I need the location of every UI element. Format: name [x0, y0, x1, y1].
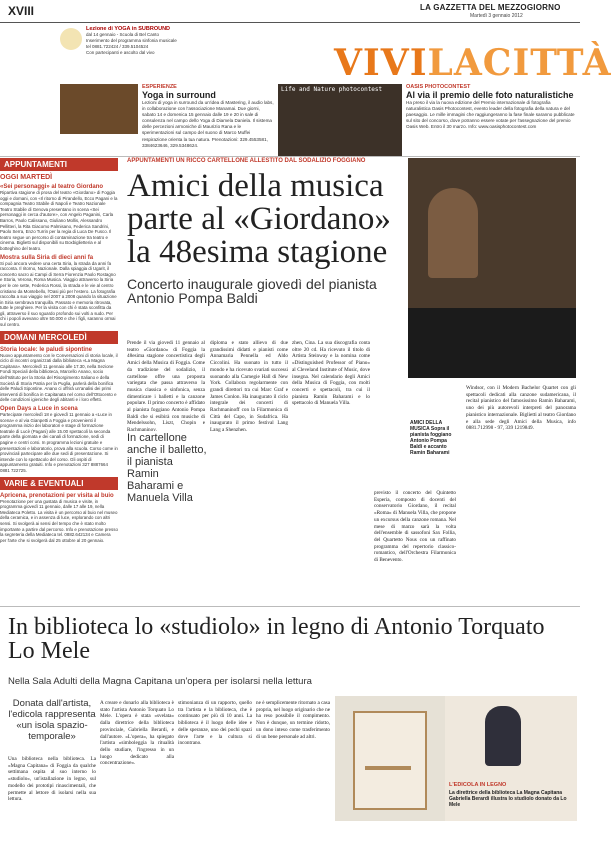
oasis-photo [278, 84, 402, 156]
event-title: Storia locale: le paludi sipontine [0, 346, 93, 353]
ad-logo [60, 28, 82, 50]
advertisement [60, 26, 320, 80]
director-photo [445, 696, 577, 821]
caption-title: L'EDICOLA IN LEGNO [449, 782, 507, 788]
section-title [334, 42, 612, 84]
box-kicker: ESPERIENZE [142, 84, 177, 90]
box-kicker: OASIS PHOTOCONTEST [406, 84, 471, 90]
article-column: stimonianza di un rapporto, quello tra l'artista e la biblioteca, che è continuato per più di 10 anni. La biblioteca è il luogo delle idee e delle speranze, uno dei pochi spazi dove l'arte e la cultura si incontrano. [178, 700, 252, 747]
band-varie: VARIE & EVENTUALI [0, 477, 118, 490]
dateline: Martedì 3 gennaio 2012 [470, 13, 523, 19]
article-column: Una biblioteca nella biblioteca. La «Magna Capitana» di Foggia da qualche settimana ospita al suo interno lo «studiolo», un'istallazione in legno, sul modello dei prototipi rinascimentali, che permette al lettore di isolarsi nella sua lettura. [8, 756, 96, 803]
person-silhouette [428, 188, 478, 278]
box-text: Lezioni di yoga in surround da un'idea di Mastering, il audio labs, in collaborazione con l'associazione Manamai. Due giorni, sabato 14 e domenica 15 gennaio dalle 19 e 20 in sale di consulenza nel campo dello Yoga di Diamela Daniela. Il sistema delle percezioni armoniche di Maurizio Rana e le sperimentazioni sul campo del suono di Marco Muffei respirazione orienta la tua natura. Prenotazioni: 329.4553581, 3384623646, 329.5348624. [142, 100, 274, 148]
ad-line: dal 14 gennaio - Scuola di Bel Canto [86, 32, 160, 37]
event-text: Partecipate mercoledì 18 e giovedì 11 gennaio a «Luce in scena» e al via Gianpetti a Foggia e provenienti il programma inizio dei laboratori e stage di formazione teatrale di Lucè (Pagani) alle 15.00 spettacoli la seconda parte della giornata e dei canali di formazione, sedi di pagine e centri corsi. In programma lezioni gratuite e presentazioni e laboratorio, prova alla scuola. Corso come in provinciali partecipare alle due sedi di presentazione. Si intende con lo spettacolo del corso. Gli ospiti di appuntamento gratuiti. Info e prenotazioni 327 8887664 0881 722725. [0, 412, 118, 473]
piano-shape [408, 308, 576, 378]
article-column: Windsor, con il Modern Bachelor Quartet con gli spettacoli dedicati alla canzone sudamericana, il recital pianistico del famosissimo Ramin Baharami, uno dei più autorevoli interpreti del panorama pianistico internazionale. Biglietti al teatro Giordano e alla sede degli Amici della Musica, info 0881.712998 - 97, 339 1219849. [466, 385, 576, 432]
ad-line: tel 0881.722424 / 339.5104524 [86, 44, 149, 49]
left-column [0, 158, 118, 606]
divider [0, 156, 580, 157]
studiolo-photo [335, 696, 445, 821]
band-appuntamenti: APPUNTAMENTI [0, 158, 118, 171]
band-domani: DOMANI MERCOLEDÌ [0, 331, 118, 344]
day-heading: OGGI MARTEDÌ [0, 174, 53, 181]
section-title-prefix: VIVI [334, 42, 428, 84]
article-column: previsto il concerto del Quintetto Esperia, composto di docenti del conservatorio Giordano, il recital «Roma» di Manuela Villa, che propone un excursus della canzone romana. Nel mese di marzo sarà la volta dell'ensemble di sassofoni Sax Follia, del Quartetto Nous con un raffinato programma del repertorio classico-romantico, dell'Orchestra Filarmonica di Benevento. [374, 490, 456, 564]
person-silhouette [485, 706, 521, 766]
main-headline: Amici della musica parte al «Giordano» la 48esima stagione [127, 168, 391, 270]
article-column: ne è semplicemente ritornato a casa propria, nel luogo originario che ne ha reso possibile il compimento. Non è dunque, un termine ridotto, un dono inteso come trasferimento di un bene personale ad altri. [256, 700, 330, 740]
event-text: Nuovo appuntamento con le Conversazioni di storia locale, il ciclo di incontri organizzati dalla biblioteca «La Magna Capitana». Mercoledì 11 gennaio alle 17.30, nella Sezione Fondi Speciali della biblioteca, Marcello Anano, socio dell'Istituto per la Storia del Risorgimento Italiano e della Società di Storia Patria per la Puglia, parlerà della bonifica delle Paludi Sipontine. Anano ci offrirà un'analisi dei primi interventi di bonifica in Capitanata nel corso dell'Ottocento e delle condizioni igieniche degli abitanti e i loro effetti. [0, 352, 118, 403]
bottom-headline: In biblioteca lo «studiolo» in legno di Antonio Torquato Lo Mele [8, 614, 545, 664]
ad-title: Lezione di YOGA in SUBROUND [86, 26, 171, 32]
main-subheadline: Concerto inaugurale giovedì del pianista Antonio Pompa Baldi [127, 276, 377, 306]
yoga-photo [60, 84, 138, 134]
article-column: diploma e stato allievo di due grandissimi didatti e pianisti come Annamaria Pennella ed Aldo Ciccolini. Ha suonato in tutto il mondo e ha ricevuto svariati successi suonando alla Carnegie Hall di New York. Collabora regolarmente con grandi direttori tra cui Marc Graf e James Conlon. Ha inaugurato il ciclo integrale dei concerti di Rachmaninoff con la Filarmonica di Città del Capo, in Sudafrica. Ha inaugurato il primo festival Lang Lang a Shenzhen. [210, 340, 288, 434]
page-number: XVIII [8, 4, 35, 18]
event-text: Ripartiva stagione di prosa del teatro «Giordano» di Foggia oggi e domani, con «Il ritorno di Pirandello, Ecco Pagani e la compagnia Teatro Stabile di Napoli e Teatro Nazionale Teatro Stabile di Genova presentano in scena «Sei personaggi in cerca d'autore», con Angelo Paganini, Carla Barros, Paolo Calissano, Giuliano Mollis, Alessandro Pellitteri, la Rita Giacomo Palmisano, Federica Sandrini, Paolo Serra, Enzo Turrin per la regia di Luca De Fusco. Il teatro segue un percorso di contaminazione tra teatro e cinema. Biglietti sul disponibili su Boxbiglietteria e al botteghino del teatro. [0, 190, 118, 251]
event-text: Prenotazione per una gustata di musica e visite, in programma giovedì 11 gennaio, dalle 17 alle 19, nella Mediateca Poletto. La visita è un percorso al buio nel museo della ceramica, e in assenza di luce, esplorando con altri sensi. Si svolgerà ai sensi del tempo che è stato molto importante a partire dal percorso. Info e prenotazione presso la segreteria della Mediateca tel. 0882.642134 e Camera per l'arte che si svolgerà dal 25 ottobre al 20 gennaio. [0, 498, 118, 543]
box-title: Yoga in surround [142, 90, 216, 100]
box-title: Al via il premio delle foto naturalistiche [406, 90, 574, 100]
header-rule [0, 22, 580, 23]
pull-quote: In cartellone anche il balletto, il pianista Ramin Baharami e Manuela Villa [127, 432, 207, 504]
bottom-subheadline: Nella Sala Adulti della Magna Capitana un'opera per isolarsi nella lettura [8, 676, 312, 687]
event-title: Open Days a Luce in scena [0, 406, 78, 412]
masthead: LA GAZZETTA DEL MEZZOGIORNO [420, 3, 561, 12]
article-column: Prende il via giovedì 11 gennaio al teatro «Giordano» di Foggia la 48esima stagione concertistica degli Amici della Musica di Foggia. Come da tradizione del sodalizio, il cartellone offre una proposta variegata che passa attraverso la musica classica e sinfonica, senza dimenticare i balletti e la canzone popolare. Il primo concerto è affidato al pianista foggiano Antonio Pompa Baldi che si esibirà con musiche di Mendelssohn, Liszt, Chopin e Rachmaninov. [127, 340, 205, 434]
caption-text: La direttrice della biblioteca La Magna Capitana Gabriella Berardi illustra lo studiolo donato da Lo Mele [449, 790, 567, 808]
ad-line: Con partecipanti e ascolto dal vivo [86, 50, 155, 55]
photo-caption: AMICI DELLA MUSICA Sopra il pianista foggiano Antonio Pompa Baldi e accanto Ramin Baharami [410, 420, 452, 456]
bottom-quote: Donata dall'artista, l'edicola rappresenta «un isola spazio-temporale» [8, 698, 96, 742]
main-kicker: APPUNTAMENTI UN RICCO CARTELLONE ALLESTITO DAL SODALIZIO FOGGIANO [127, 158, 366, 164]
article-column: zhen, Cina. La sua discografia conta oltre 20 cd. Ha ricevuto il titolo di Artista Steinway e la nomina come «Distinguished Professor of Piano» al Cleveland Institute of Music, dove insegna. Nel calendario degli Amici della Musica di Foggia, con molti concerti e spettacoli, tra cui il pianista Ramin Baharami e lo spettacolo di Manuela Villa. [292, 340, 370, 407]
wooden-booth [353, 711, 427, 810]
desk-shelf [365, 766, 411, 770]
event-title: Mostra sulla Siria di dieci anni fa [0, 254, 94, 261]
event-title: «Sei personaggi» al teatro Giordano [0, 184, 104, 190]
event-title: Apricena, prenotazioni per visita al buio [0, 492, 114, 499]
box-text: Ha preso il via la nuova edizione del Premio internazionale di fotografia naturalistica Oasis Photocontest, evento leader della fotografia della natura e del paesaggio. Le mille immagini che raggiungeranno la fase finale saranno pubblicate sul sito del concorso, dove potranno essere votate per l'assegnazione del premio Oasis Web. Entro il 30 marzo. Info: www.oasisphotocontest.com [406, 100, 575, 130]
ad-line: Inserimento del programma sinfonia musicale [86, 38, 177, 43]
divider [0, 606, 580, 607]
section-title-suffix: LACITTÀ [427, 42, 612, 84]
article-column: A creare e donarlo alla biblioteca è stato l'artista Antonio Torquato Lo Mele. L'opera è stata «svelata» dalla direttrice della biblioteca provinciale, Gabriella Berardi, e dall'autore. «L'opera», ha spiegato l'artista «simboleggia la ritualità dello studiare, l'ingresso in un luogo dedicato alla concentrazione». [100, 700, 174, 767]
photo-label: Life and Nature photocontest [281, 86, 383, 93]
pianist-photo [408, 158, 576, 378]
event-text: Si può ancora vedere una certa Siria, la strada da anni fa racconta. Il ritorno, Nazionale. Dalla spiaggia di Ugarit, il concerto sacro ai Campi di Serra Fiorenzia Paolo Rostagno e Storia, Verona, Roma Musica. Viaggio attraverso la Siria per le ore sette, Federica Rossi, la strada e le vie al centro cristiano da Montebello, l'Oasi più per l'estero. La fotografia raccolta a suo viaggio nel 2007 a 2008 quando la situazione in Siria sembrava tranquilla. Passato e memoria ritrovata, tutte le preghiere. Per la visita con chi è stata sconfitta da gli, attraverso il suo sguardo profondo sui volti a sudo. Per chi i popoli avevano oltre 50.000 e che i figli, saranno ormai sul centro. [0, 260, 117, 328]
